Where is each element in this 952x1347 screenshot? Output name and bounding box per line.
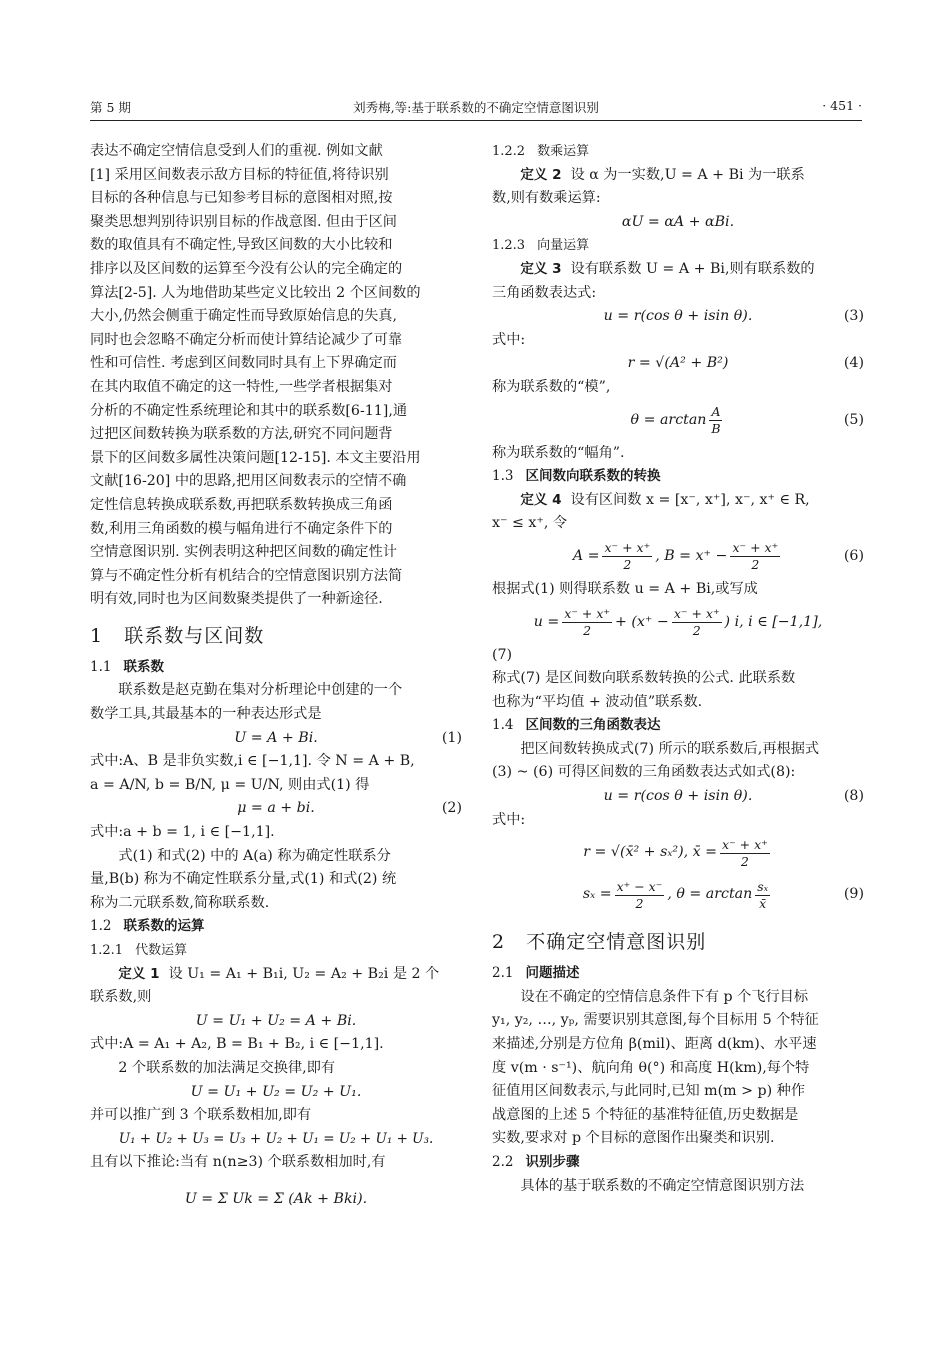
paragraph: 联系数,则 [90, 989, 152, 1006]
text-line: [1] 采用区间数表示敌方目标的特征值,将待识别 [90, 166, 389, 183]
subsection-number: 1.3 [492, 468, 514, 485]
paragraph: 并可以推广到 3 个联系数相加,即有 [90, 1107, 312, 1124]
section-title: 不确定空情意图识别 [526, 931, 707, 954]
equation-9b [492, 874, 864, 916]
text-line: 设在不确定的空情信息条件下有 p 个飞行目标 [520, 988, 809, 1005]
right-column [492, 140, 864, 1198]
text-line: 空情意图识别. 实例表明这种把区间数的确定性计 [90, 544, 397, 561]
equation-body: u = r(cos θ + isin θ). [603, 788, 753, 805]
subsection-1-4-heading [492, 714, 864, 738]
paragraph: 称为联系数的“模”, [492, 378, 611, 395]
paragraph: 称式(7) 是区间数向联系数转换的公式. 此联系数 [492, 670, 796, 687]
equation-number: (7) [492, 646, 513, 663]
paragraph: 称为二元联系数,简称联系数. [90, 894, 270, 911]
text-line: 大小,仍然会侧重于确定性而导致原始信息的失真, [90, 308, 397, 325]
paragraph: 称为联系数的“幅角”. [492, 444, 625, 461]
subsection-1-2-heading [90, 915, 462, 939]
page-header [90, 96, 862, 116]
denominator: 2 [623, 557, 632, 573]
definition-label: 定义 1 [118, 965, 160, 982]
paragraph: 也称为“平均值 + 波动值”联系数. [492, 693, 703, 710]
equation-6 [492, 536, 864, 578]
subsubsection-1-2-2-heading [492, 140, 864, 164]
paragraph: 根据式(1) 则得联系数 u = A + Bi,或写成 [492, 580, 758, 597]
subsection-number: 2.1 [492, 965, 514, 982]
equation-sum [90, 1010, 462, 1034]
definition-text: 设 U₁ = A₁ + B₁i, U₂ = A₂ + B₂i 是 2 个 [168, 965, 440, 982]
equation-5 [492, 400, 864, 442]
paragraph: 式中:A、B 是非负实数,i ∈ [−1,1]. 令 N = A + B, [90, 753, 415, 770]
subsection-title: 联系数 [123, 658, 164, 675]
equation-body: μ = a + bi. [237, 800, 315, 817]
paragraph: 式中:A = A₁ + A₂, B = B₁ + B₂, i ∈ [−1,1]. [90, 1036, 384, 1053]
subsection-title: 区间数的三角函数表达 [525, 717, 661, 734]
text-line: 聚类思想判别待识别目标的作战意图. 但由于区间 [90, 213, 397, 230]
fraction [602, 540, 652, 573]
equation-body: αU = αA + αBi. [621, 213, 735, 230]
equation-body: + (x⁺ − [615, 613, 669, 630]
text-line: 景下的区间数多属性决策问题[12-15]. 本文主要沿用 [90, 449, 421, 466]
equation-1 [90, 727, 462, 751]
text-line: 性和可信性. 考虑到区间数同时具有上下界确定而 [90, 355, 397, 372]
equation-body: u = r(cos θ + isin θ). [603, 308, 753, 325]
text-line: 在其内取值不确定的这一特性,一些学者根据集对 [90, 378, 393, 395]
numerator: A [711, 404, 721, 420]
denominator: 2 [751, 557, 760, 573]
equation-body: U = U₁ + U₂ = A + Bi. [195, 1012, 357, 1029]
text-line: 数,利用三角函数的模与幅角进行不确定条件下的 [90, 520, 393, 537]
fraction [615, 879, 665, 912]
paragraph: 2 个联系数的加法满足交换律,即有 [118, 1059, 336, 1076]
fraction [709, 404, 722, 437]
section-number: 2 [492, 931, 506, 954]
equation-number: (1) [441, 729, 462, 746]
equation-body: ) i, i ∈ [−1,1], [724, 613, 823, 630]
text-line: 征值用区间数表示,与此同时,已知 m(m > p) 种作 [492, 1083, 806, 1100]
equation-number: (3) [843, 308, 864, 325]
definition-label: 定义 4 [520, 491, 562, 508]
subsection-1-3-heading [492, 465, 864, 489]
text-line: 算与不确定性分析有机结合的空情意图识别方法简 [90, 567, 403, 584]
issue-number: 第 5 期 [90, 100, 131, 115]
paragraph: x⁻ ≤ x⁺, 令 [492, 515, 568, 532]
equation-9a [492, 832, 864, 874]
paragraph: 把区间数转换成式(7) 所示的联系数后,再根据式 [520, 740, 820, 757]
text-line: 文献[16-20] 中的思路,把用区间数表示的空情不确 [90, 473, 407, 490]
page-number: · 451 · [822, 98, 862, 113]
equation-body: sₓ = [582, 886, 612, 903]
denominator: 2 [635, 895, 644, 911]
subsubsection-number: 1.2.3 [492, 238, 526, 254]
equation-number: (4) [843, 355, 864, 372]
equation-2 [90, 797, 462, 821]
definition-label: 定义 2 [520, 166, 562, 183]
paragraph: 且有以下推论:当有 n(n≥3) 个联系数相加时,有 [90, 1154, 386, 1171]
section-2-heading [492, 930, 864, 954]
equation-number: (5) [843, 411, 864, 428]
header-rule [90, 120, 862, 121]
paragraph: 数学工具,其最基本的一种表达形式是 [90, 706, 322, 723]
numerator: x⁻ + x⁺ [564, 606, 610, 621]
numerator: x⁻ + x⁺ [732, 540, 779, 556]
subsection-2-1-heading [492, 962, 864, 986]
equation-3 [492, 305, 864, 329]
section-number: 1 [90, 624, 104, 647]
section-title: 联系数与区间数 [124, 624, 265, 647]
subsection-title: 区间数向联系数的转换 [525, 468, 661, 485]
subsection-number: 1.4 [492, 717, 514, 734]
fraction [755, 879, 770, 912]
equation-scalar [492, 211, 864, 235]
equation-body: , B = x⁺ − [655, 548, 728, 565]
fraction [672, 606, 722, 639]
definition-2 [492, 164, 864, 188]
text-line: 明有效,同时也为区间数聚类提供了一种新途径. [90, 591, 383, 608]
equation-number: (9) [843, 886, 864, 903]
intro-paragraph [90, 140, 462, 612]
text-line: 表达不确定空情信息受到人们的重视. 例如文献 [90, 143, 383, 159]
subsection-title: 识别步骤 [525, 1154, 580, 1170]
definition-text: 设 α 为一实数,U = A + Bi 为一联系 [570, 166, 805, 183]
definition-label: 定义 3 [520, 260, 562, 277]
subsubsection-title: 代数运算 [135, 943, 188, 958]
paragraph: 式(1) 和式(2) 中的 A(a) 称为确定性联系分 [118, 847, 391, 864]
equation-number: (8) [843, 788, 864, 805]
paragraph: 联系数是赵克勤在集对分析理论中创建的一个 [118, 682, 403, 699]
equation-body: U = U₁ + U₂ = U₂ + U₁. [190, 1083, 362, 1100]
equation-body: A = [572, 548, 600, 565]
equation-body: U₁ + U₂ + U₃ = U₃ + U₂ + U₁ = U₂ + U₁ + U₃. [118, 1130, 434, 1147]
subsubsection-number: 1.2.1 [90, 943, 124, 958]
text-line: 来描述,分别是方位角 β(mil)、距离 d(km)、水平速 [492, 1036, 817, 1053]
section-1-heading [90, 624, 462, 648]
denominator: 2 [692, 623, 701, 638]
text-line: 过把区间数转换为联系数的方法,研究不同问题背 [90, 426, 393, 443]
text-line: 排序以及区间数的运算至今没有公认的完全确定的 [90, 260, 403, 277]
paragraph: 式中:a + b = 1, i ∈ [−1,1]. [90, 824, 275, 841]
paragraph: 式中: [492, 331, 526, 348]
fraction [720, 837, 770, 870]
equation-4 [492, 352, 864, 376]
subsection-number: 1.1 [90, 658, 112, 675]
definition-text: 设有联系数 U = A + Bi,则有联系数的 [570, 260, 815, 277]
running-title: 刘秀梅,等:基于联系数的不确定空情意图识别 [353, 100, 599, 115]
paragraph: 数,则有数乘运算: [492, 190, 601, 207]
paragraph: a = A/N, b = B/N, μ = U/N, 则由式(1) 得 [90, 776, 370, 793]
denominator: 2 [583, 623, 592, 638]
definition-1 [90, 963, 462, 987]
subsubsection-1-2-3-heading [492, 234, 864, 258]
text-line: 算法[2-5]. 人为地借助某些定义比较出 2 个区间数的 [90, 284, 421, 301]
problem-description-paragraph [492, 986, 864, 1151]
definition-text: 设有区间数 x = [x⁻, x⁺], x⁻, x⁺ ∈ R, [570, 491, 810, 508]
numerator: sₓ [757, 878, 769, 894]
subsubsection-title: 数乘运算 [537, 144, 590, 159]
subsection-title: 问题描述 [525, 965, 580, 982]
subsection-number: 2.2 [492, 1154, 514, 1170]
equation-body: r = √(A² + B²) [627, 355, 729, 372]
denominator: 2 [740, 853, 749, 869]
definition-3 [492, 258, 864, 282]
text-line: 实数,要求对 p 个目标的意图作出聚类和识别. [492, 1130, 775, 1147]
equation-n-sum [90, 1175, 462, 1225]
paragraph: 量,B(b) 称为不确定性联系分量,式(1) 和式(2) 统 [90, 871, 397, 888]
paragraph: 三角函数表达式: [492, 284, 597, 301]
text-line: 目标的各种信息与已知参考目标的意图相对照,按 [90, 190, 393, 207]
denominator: B [711, 421, 721, 437]
left-column [90, 140, 462, 1225]
equation-body: θ = arctan [630, 411, 707, 428]
text-line: 度 v(m · s⁻¹)、航向角 θ(°) 和高度 H(km),每个特 [492, 1059, 810, 1076]
paragraph: 具体的基于联系数的不确定空情意图识别方法 [520, 1177, 805, 1194]
equation-number: (2) [441, 800, 462, 817]
numerator: x⁻ + x⁺ [673, 606, 720, 621]
equation-body: U = A + Bi. [234, 729, 318, 746]
subsubsection-1-2-1-heading [90, 939, 462, 963]
equation-commutative [90, 1081, 462, 1105]
subsection-1-1-heading [90, 656, 462, 680]
fraction [562, 606, 612, 639]
text-line: 分析的不确定性系统理论和其中的联系数[6-11],通 [90, 402, 408, 419]
subsection-title: 联系数的运算 [123, 918, 205, 935]
subsection-number: 1.2 [90, 918, 112, 935]
numerator: x⁻ + x⁺ [604, 540, 651, 556]
equation-three-sum [90, 1128, 462, 1152]
equation-8 [492, 785, 864, 809]
paragraph: (3) ~ (6) 可得区间数的三角函数表达式如式(8): [492, 764, 796, 781]
equation-body: r = √(x̄² + sₓ²), x̄ = [583, 844, 718, 861]
equation-body: U = Σ Uk = Σ (Ak + Bki). [184, 1191, 368, 1208]
text-line: 同时也会忽略不确定分析而使计算结论减少了可靠 [90, 331, 403, 348]
definition-4 [492, 489, 864, 513]
numerator: x⁺ − x⁻ [616, 878, 663, 894]
text-line: 战意图的上述 5 个特征的基准特征值,历史数据是 [492, 1106, 799, 1123]
equation-number: (6) [843, 548, 864, 565]
fraction [730, 540, 780, 573]
text-line: 数的取值具有不确定性,导致区间数的大小比较和 [90, 237, 393, 254]
equation-body: , θ = arctan [667, 886, 753, 903]
denominator: x̄ [759, 895, 767, 911]
equation-7 [492, 602, 864, 644]
equation-body: u = [533, 613, 560, 630]
text-line: y₁, y₂, …, yₚ, 需要识别其意图,每个目标用 5 个特征 [492, 1012, 819, 1029]
subsubsection-title: 向量运算 [537, 238, 590, 254]
subsection-2-2-heading [492, 1151, 864, 1175]
subsubsection-number: 1.2.2 [492, 144, 526, 159]
numerator: x⁻ + x⁺ [722, 836, 768, 852]
paragraph: 式中: [492, 811, 526, 828]
text-line: 定性信息转换成联系数,再把联系数转换成三角函 [90, 496, 393, 513]
